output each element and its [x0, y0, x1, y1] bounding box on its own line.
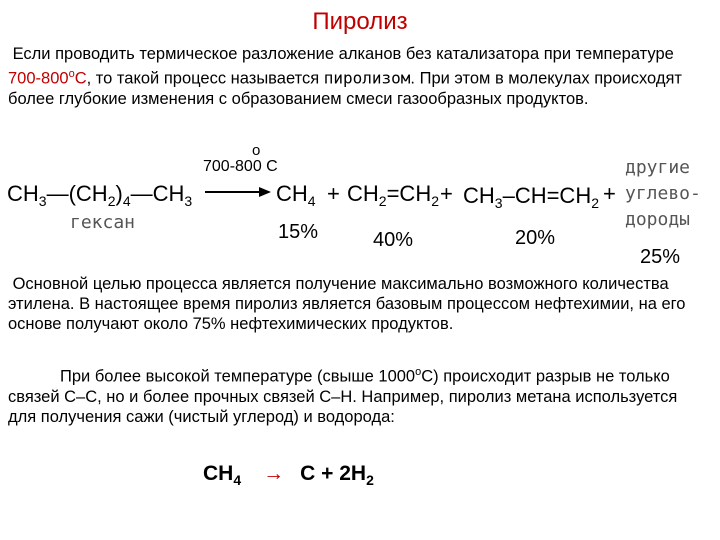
- temperature-range: 700-800: [8, 69, 69, 88]
- methane-percent: 15%: [278, 221, 319, 243]
- reaction-condition-temperature: 700-800 C: [203, 158, 278, 175]
- propylene-percent: 20%: [515, 227, 556, 249]
- plus-sign-1: +: [327, 181, 340, 206]
- reaction-arrow-icon: [205, 184, 271, 200]
- methane-pyrolysis-equation: $CH_4 \to C + 2H_2$: [203, 462, 374, 488]
- high-temperature-paragraph: [8, 362, 708, 427]
- intro-paragraph: [8, 44, 708, 109]
- reaction-condition-degree: o: [252, 142, 261, 159]
- product-propylene-formula: $CH_3-CH=CH_2$: [463, 183, 600, 211]
- ethylene-percent: 40%: [373, 229, 414, 251]
- intro-text-middle: , то такой процесс называется: [86, 69, 324, 88]
- purpose-paragraph: Основной целью процесса является получение максимально возможного количества этилена. В настоящее время пиролиз является базовым процессом нефтехимии, на его основе получают около 75% нефтехимических продуктов.: [8, 275, 686, 333]
- pyrolysis-term: пиролизом: [323, 68, 411, 88]
- product-methane-formula: $CH_4$: [276, 181, 316, 209]
- high-temp-text-start: При более высокой температуре (свыше 1000: [60, 367, 416, 386]
- other-hydrocarbons-label: другие углево- дороды: [625, 157, 701, 230]
- page-title: Пиролиз: [312, 8, 408, 35]
- other-hydrocarbons-percent: 25%: [640, 246, 681, 268]
- degree-sign-2: о: [415, 366, 422, 378]
- intro-text-start: Если проводить термическое разложение алканов без катализатора при температуре: [12, 45, 674, 63]
- degree-sign: о: [68, 68, 75, 80]
- plus-sign-2: +: [440, 181, 453, 206]
- high-temp-text-end: С) происходит разрыв не только связей С–С, но и более прочных связей С–Н. Например, пиролиз метана используется для получения сажи (чистый углерод) и водорода:: [8, 367, 678, 426]
- plus-sign-3: +: [603, 181, 616, 206]
- reactant-hexane-formula: $CH_3—(CH_2)_4—CH_3$: [7, 181, 193, 209]
- intro-text-end: . При этом в молекулах происходят более глубокие изменения с образованием смеси газообразных продуктов.: [8, 69, 682, 108]
- reactant-name-label: гексан: [70, 212, 136, 233]
- product-ethylene-formula: $CH_2=CH_2$: [347, 181, 439, 209]
- temperature-unit: С: [74, 69, 87, 88]
- equation-arrow-icon: →: [263, 462, 285, 485]
